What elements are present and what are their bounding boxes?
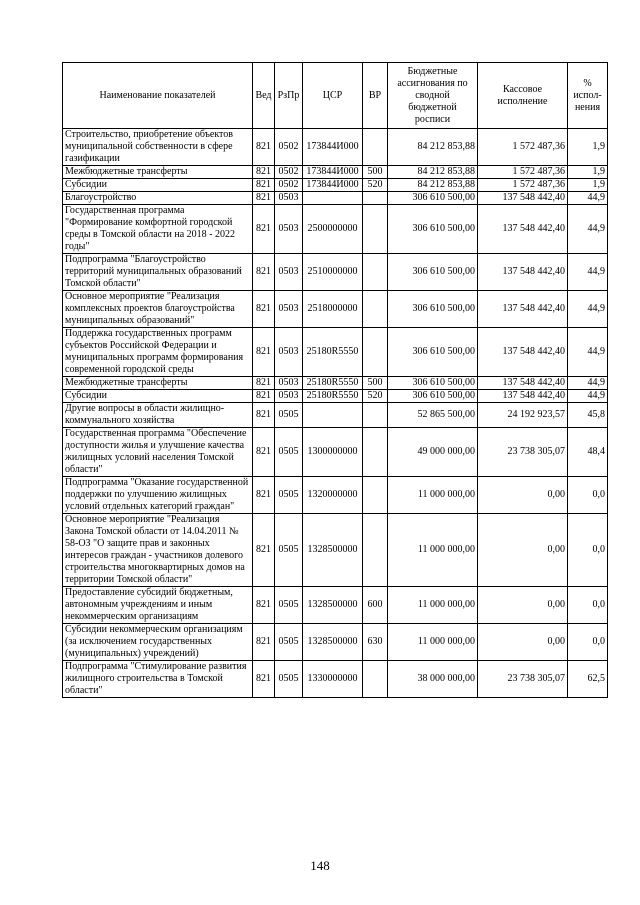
cell-rzpr: 0502 (275, 179, 303, 192)
cell-budget: 11 000 000,00 (388, 624, 478, 661)
cell-ved: 821 (253, 192, 275, 205)
cell-budget: 306 610 500,00 (388, 328, 478, 377)
cell-vr (363, 129, 388, 166)
cell-csr: 1328500000 (303, 514, 363, 587)
cell-rzpr: 0505 (275, 661, 303, 698)
header-rzpr: РзПр (275, 63, 303, 129)
cell-vr (363, 403, 388, 428)
cell-ved: 821 (253, 254, 275, 291)
cell-csr: 173844И000 (303, 166, 363, 179)
cell-ved: 821 (253, 661, 275, 698)
table-row (63, 328, 608, 377)
cell-percent: 0,0 (568, 587, 608, 624)
cell-percent: 44,9 (568, 390, 608, 403)
cell-vr: 520 (363, 390, 388, 403)
cell-percent: 44,9 (568, 377, 608, 390)
cell-rzpr: 0503 (275, 390, 303, 403)
cell-name: Предоставление субсидий бюджетным, автономным учреждениям и иным некоммерческим организациям (63, 587, 253, 624)
cell-name: Основное мероприятие "Реализация комплексных проектов благоустройства муниципальных образований" (63, 291, 253, 328)
cell-budget: 84 212 853,88 (388, 166, 478, 179)
cell-rzpr: 0503 (275, 205, 303, 254)
cell-name: Строительство, приобретение объектов муниципальной собственности в сфере газификации (63, 129, 253, 166)
cell-vr: 520 (363, 179, 388, 192)
cell-vr: 600 (363, 587, 388, 624)
cell-csr: 25180R5550 (303, 390, 363, 403)
cell-cash: 0,00 (478, 587, 568, 624)
cell-csr: 25180R5550 (303, 377, 363, 390)
cell-percent: 1,9 (568, 166, 608, 179)
cell-cash: 137 548 442,40 (478, 390, 568, 403)
cell-ved: 821 (253, 291, 275, 328)
cell-cash: 23 738 305,07 (478, 428, 568, 477)
cell-ved: 821 (253, 328, 275, 377)
header-ved: Вед (253, 63, 275, 129)
budget-table (62, 62, 608, 698)
cell-csr: 1320000000 (303, 477, 363, 514)
cell-csr: 1328500000 (303, 624, 363, 661)
cell-ved: 821 (253, 587, 275, 624)
cell-budget: 306 610 500,00 (388, 390, 478, 403)
table-row (63, 514, 608, 587)
cell-budget: 11 000 000,00 (388, 477, 478, 514)
table-row (63, 205, 608, 254)
table-row (63, 179, 608, 192)
cell-csr: 1330000000 (303, 661, 363, 698)
cell-cash: 0,00 (478, 477, 568, 514)
table-row (63, 377, 608, 390)
cell-cash: 1 572 487,36 (478, 129, 568, 166)
cell-rzpr: 0503 (275, 377, 303, 390)
cell-vr (363, 291, 388, 328)
cell-budget: 306 610 500,00 (388, 291, 478, 328)
cell-ved: 821 (253, 377, 275, 390)
cell-cash: 137 548 442,40 (478, 328, 568, 377)
cell-cash: 137 548 442,40 (478, 192, 568, 205)
cell-rzpr: 0505 (275, 403, 303, 428)
cell-rzpr: 0505 (275, 428, 303, 477)
cell-csr: 25180R5550 (303, 328, 363, 377)
cell-csr (303, 403, 363, 428)
cell-rzpr: 0503 (275, 291, 303, 328)
cell-vr (363, 661, 388, 698)
table-row (63, 192, 608, 205)
cell-ved: 821 (253, 205, 275, 254)
cell-percent: 44,9 (568, 254, 608, 291)
cell-vr (363, 205, 388, 254)
cell-budget: 306 610 500,00 (388, 205, 478, 254)
cell-name: Субсидии (63, 390, 253, 403)
cell-cash: 137 548 442,40 (478, 205, 568, 254)
cell-rzpr: 0505 (275, 477, 303, 514)
cell-budget: 84 212 853,88 (388, 179, 478, 192)
cell-name: Государственная программа "Формирование комфортной городской среды в Томской области на 2018 - 2022 годы" (63, 205, 253, 254)
cell-percent: 44,9 (568, 291, 608, 328)
cell-name: Межбюджетные трансферты (63, 166, 253, 179)
cell-rzpr: 0503 (275, 254, 303, 291)
cell-csr: 2510000000 (303, 254, 363, 291)
table-row (63, 428, 608, 477)
page-number: 148 (310, 858, 330, 873)
cell-cash: 137 548 442,40 (478, 254, 568, 291)
cell-ved: 821 (253, 428, 275, 477)
table-row (63, 254, 608, 291)
cell-cash: 23 738 305,07 (478, 661, 568, 698)
cell-percent: 1,9 (568, 179, 608, 192)
cell-rzpr: 0503 (275, 192, 303, 205)
cell-ved: 821 (253, 624, 275, 661)
cell-budget: 306 610 500,00 (388, 254, 478, 291)
cell-budget: 38 000 000,00 (388, 661, 478, 698)
header-csr: ЦСР (303, 63, 363, 129)
cell-vr (363, 477, 388, 514)
cell-vr: 630 (363, 624, 388, 661)
cell-percent: 62,5 (568, 661, 608, 698)
cell-csr: 173844И000 (303, 179, 363, 192)
cell-cash: 137 548 442,40 (478, 377, 568, 390)
cell-percent: 45,8 (568, 403, 608, 428)
cell-budget: 84 212 853,88 (388, 129, 478, 166)
table-row (63, 587, 608, 624)
cell-vr (363, 192, 388, 205)
header-budget: Бюджетные ассигнования по сводной бюджетной росписи (388, 63, 478, 129)
table-header-row (63, 63, 608, 129)
cell-budget: 49 000 000,00 (388, 428, 478, 477)
cell-csr: 1300000000 (303, 428, 363, 477)
cell-rzpr: 0505 (275, 624, 303, 661)
cell-budget: 306 610 500,00 (388, 377, 478, 390)
header-name: Наименование показателей (63, 63, 253, 129)
cell-name: Поддержка государственных программ субъектов Российской Федерации и муниципальных программ формирования современной городской среды (63, 328, 253, 377)
cell-rzpr: 0502 (275, 129, 303, 166)
cell-ved: 821 (253, 390, 275, 403)
cell-rzpr: 0505 (275, 587, 303, 624)
cell-name: Субсидии некоммерческим организациям (за исключением государственных (муниципальных) учреждений) (63, 624, 253, 661)
cell-cash: 0,00 (478, 624, 568, 661)
cell-cash: 137 548 442,40 (478, 291, 568, 328)
cell-budget: 306 610 500,00 (388, 192, 478, 205)
cell-name: Другие вопросы в области жилищно-коммунального хозяйства (63, 403, 253, 428)
cell-ved: 821 (253, 477, 275, 514)
header-vr: ВР (363, 63, 388, 129)
cell-rzpr: 0502 (275, 166, 303, 179)
cell-percent: 0,0 (568, 477, 608, 514)
cell-rzpr: 0503 (275, 328, 303, 377)
header-cash: Кассовое исполнение (478, 63, 568, 129)
cell-name: Основное мероприятие "Реализация Закона Томской области от 14.04.2011 № 58-ОЗ "О защите прав и законных интересов граждан - участников долевого строительства многоквартирных домов на территории Томской области" (63, 514, 253, 587)
cell-ved: 821 (253, 129, 275, 166)
cell-ved: 821 (253, 403, 275, 428)
table-row (63, 403, 608, 428)
cell-name: Государственная программа "Обеспечение доступности жилья и улучшение качества жилищных условий населения Томской области" (63, 428, 253, 477)
cell-vr: 500 (363, 166, 388, 179)
table-row (63, 166, 608, 179)
cell-vr (363, 328, 388, 377)
cell-name: Благоустройство (63, 192, 253, 205)
cell-vr (363, 514, 388, 587)
cell-name: Межбюджетные трансферты (63, 377, 253, 390)
cell-csr: 2518000000 (303, 291, 363, 328)
cell-ved: 821 (253, 514, 275, 587)
table-row (63, 624, 608, 661)
cell-budget: 11 000 000,00 (388, 587, 478, 624)
cell-percent: 48,4 (568, 428, 608, 477)
cell-percent: 44,9 (568, 192, 608, 205)
cell-csr: 1328500000 (303, 587, 363, 624)
cell-percent: 1,9 (568, 129, 608, 166)
cell-percent: 0,0 (568, 624, 608, 661)
cell-budget: 11 000 000,00 (388, 514, 478, 587)
table-row (63, 661, 608, 698)
header-percent: % испол-нения (568, 63, 608, 129)
cell-csr: 173844И000 (303, 129, 363, 166)
cell-ved: 821 (253, 166, 275, 179)
cell-cash: 1 572 487,36 (478, 179, 568, 192)
cell-name: Подпрограмма "Стимулирование развития жилищного строительства в Томской области" (63, 661, 253, 698)
cell-percent: 44,9 (568, 328, 608, 377)
table-row (63, 129, 608, 166)
cell-vr (363, 428, 388, 477)
cell-rzpr: 0505 (275, 514, 303, 587)
cell-name: Подпрограмма "Оказание государственной поддержки по улучшению жилищных условий отдельных категорий граждан" (63, 477, 253, 514)
table-row (63, 390, 608, 403)
cell-vr (363, 254, 388, 291)
cell-csr: 2500000000 (303, 205, 363, 254)
cell-name: Субсидии (63, 179, 253, 192)
cell-ved: 821 (253, 179, 275, 192)
cell-percent: 44,9 (568, 205, 608, 254)
table-row (63, 291, 608, 328)
cell-cash: 0,00 (478, 514, 568, 587)
cell-budget: 52 865 500,00 (388, 403, 478, 428)
cell-cash: 1 572 487,36 (478, 166, 568, 179)
cell-csr (303, 192, 363, 205)
cell-percent: 0,0 (568, 514, 608, 587)
cell-cash: 24 192 923,57 (478, 403, 568, 428)
table-row (63, 477, 608, 514)
cell-vr: 500 (363, 377, 388, 390)
cell-name: Подпрограмма "Благоустройство территорий муниципальных образований Томской области" (63, 254, 253, 291)
